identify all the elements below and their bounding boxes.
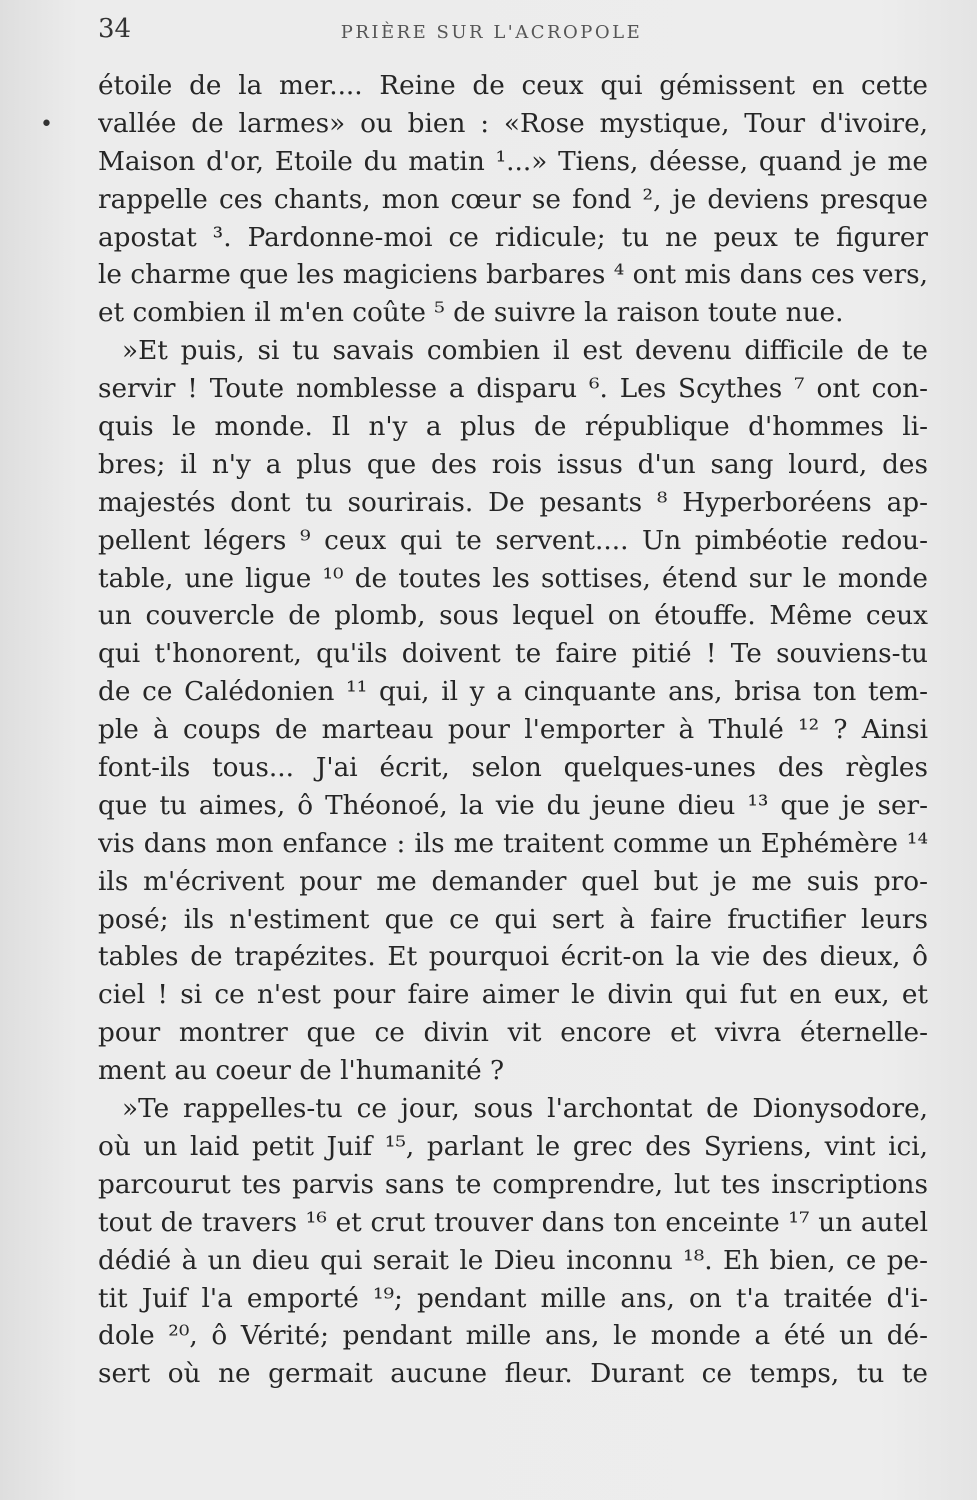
text-line: pellent légers ⁹ ceux qui te servent.... Un pimbéotie redou- — [98, 525, 928, 556]
text-line: ment au coeur de l'humanité ? — [98, 1056, 505, 1087]
body-text — [98, 68, 928, 1394]
page-header — [98, 14, 925, 54]
running-title: PRIÈRE SUR L'ACROPOLE — [340, 22, 643, 43]
text-line: ils m'écrivent pour me demander quel but je me suis pro- — [98, 866, 928, 897]
text-line: vis dans mon enfance : ils me traitent comme un Ephémère ¹⁴ — [98, 828, 928, 859]
text-line: servir ! Toute nomblesse a disparu ⁶. Les Scythes ⁷ ont con- — [98, 374, 928, 405]
text-line: pour montrer que ce divin vit encore et vivra éternelle- — [98, 1018, 928, 1049]
margin-mark: • — [40, 112, 53, 137]
text-line: tables de trapézites. Et pourquoi écrit-on la vie des dieux, ô — [98, 942, 928, 973]
text-line: vallée de larmes» ou bien : «Rose mystique, Tour d'ivoire, — [98, 108, 928, 139]
text-line: étoile de la mer.... Reine de ceux qui gémissent en cette — [98, 71, 928, 101]
text-line: majestés dont tu sourirais. De pesants ⁸ Hyperboréens ap- — [98, 487, 928, 518]
text-line: qui t'honorent, qu'ils doivent te faire pitié ! Te souviens-tu — [98, 639, 928, 670]
text-line: ple à coups de marteau pour l'emporter à Thulé ¹² ? Ainsi — [98, 715, 928, 746]
text-line: font-ils tous... J'ai écrit, selon quelques-unes des règles — [98, 753, 928, 784]
text-line: dole ²⁰, ô Vérité; pendant mille ans, le monde a été un dé- — [98, 1321, 928, 1352]
text-line: Maison d'or, Etoile du matin ¹...» Tiens, déesse, quand je me — [98, 146, 928, 177]
text-line: ciel ! si ce n'est pour faire aimer le divin qui fut en eux, et — [98, 980, 928, 1011]
text-line: dédié à un dieu qui serait le Dieu inconnu ¹⁸. Eh bien, ce pe- — [98, 1245, 928, 1276]
text-line: quis le monde. Il n'y a plus de république d'hommes li- — [98, 412, 928, 443]
text-line: apostat ³. Pardonne-moi ce ridicule; tu ne peux te figurer — [98, 222, 928, 253]
text-line: le charme que les magiciens barbares ⁴ ont mis dans ces vers, — [98, 260, 928, 291]
text-line: rappelle ces chants, mon cœur se fond ², je deviens presque — [98, 184, 928, 215]
page-number: 34 — [98, 14, 132, 44]
text-line: posé; ils n'estiment que ce qui sert à faire fructifier leurs — [98, 904, 928, 935]
text-line: »Te rappelles-tu ce jour, sous l'archontat de Dionysodore, — [122, 1094, 928, 1125]
text-line: sert où ne germait aucune fleur. Durant ce temps, tu te — [98, 1359, 928, 1390]
text-line: bres; il n'y a plus que des rois issus d'un sang lourd, des — [98, 449, 928, 480]
text-line: tout de travers ¹⁶ et crut trouver dans ton enceinte ¹⁷ un autel — [98, 1207, 928, 1238]
text-line: où un laid petit Juif ¹⁵, parlant le grec des Syriens, vint ici, — [98, 1131, 928, 1162]
text-line: que tu aimes, ô Théonoé, la vie du jeune dieu ¹³ que je ser- — [98, 790, 928, 821]
text-line: »Et puis, si tu savais combien il est devenu difficile de te — [122, 336, 928, 367]
text-line: tit Juif l'a emporté ¹⁹; pendant mille ans, on t'a traitée d'i- — [98, 1283, 928, 1314]
text-line: table, une ligue ¹⁰ de toutes les sottises, étend sur le monde — [98, 563, 928, 594]
text-line: de ce Calédonien ¹¹ qui, il y a cinquante ans, brisa ton tem- — [98, 677, 928, 708]
text-line: et combien il m'en coûte ⁵ de suivre la raison toute nue. — [98, 298, 844, 329]
text-line: parcourut tes parvis sans te comprendre, lut tes inscriptions — [98, 1169, 928, 1200]
text-line: un couvercle de plomb, sous lequel on étouffe. Même ceux — [98, 601, 928, 632]
